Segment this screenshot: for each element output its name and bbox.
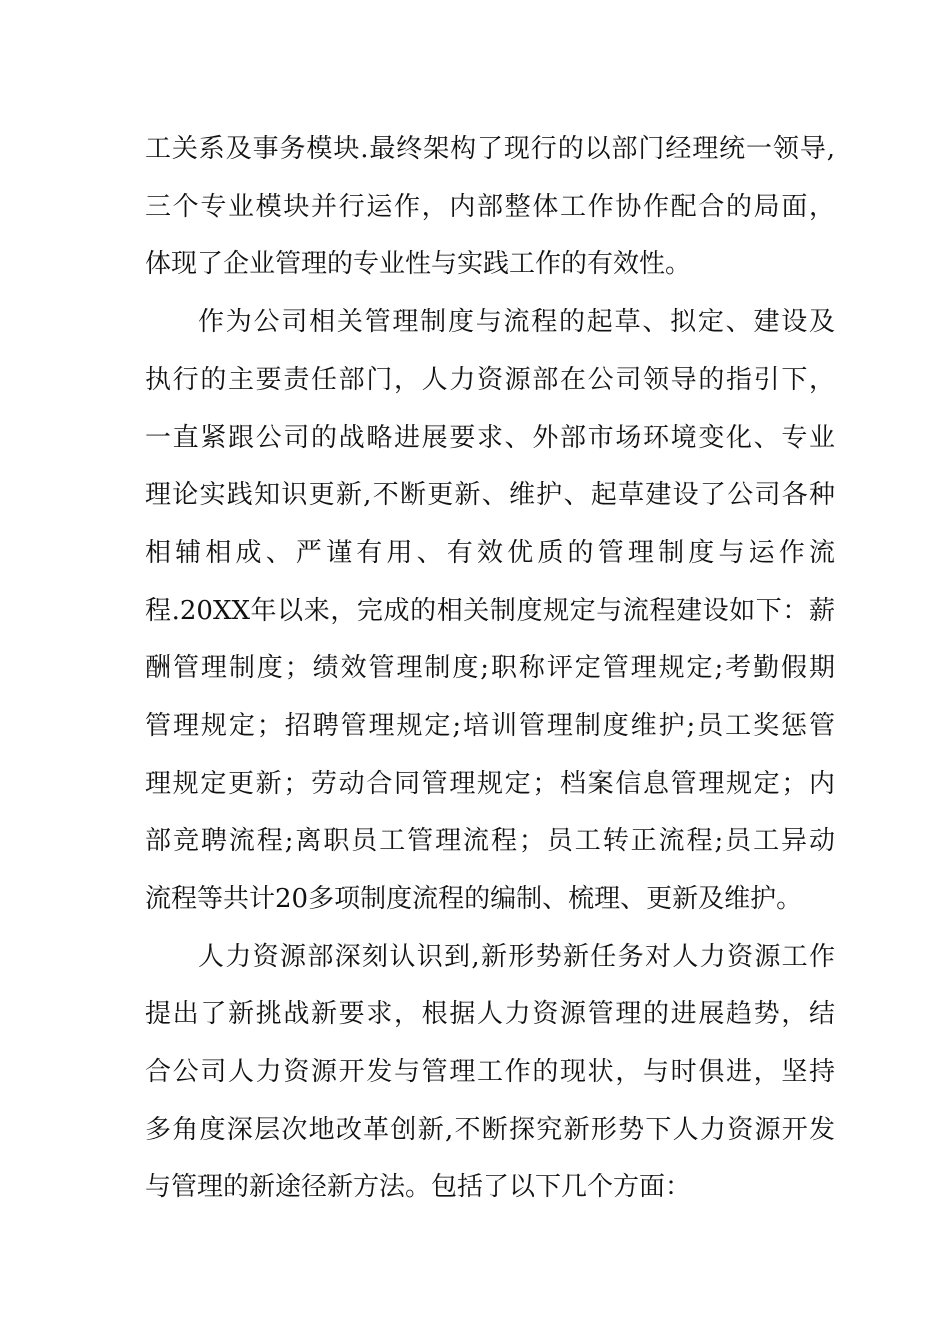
- paragraph-line: 工关系及事务模块.最终架构了现行的以部门经理统一领导,: [145, 134, 835, 164]
- paragraph-line: 作为公司相关管理制度与流程的起草、拟定、建设及: [198, 307, 835, 337]
- paragraph-line: 程.20XX年以来，完成的相关制度规定与流程建设如下：薪: [145, 596, 835, 626]
- paragraph-line: 执行的主要责任部门，人力资源部在公司领导的指引下，: [145, 365, 835, 395]
- paragraph-line: 三个专业模块并行运作，内部整体工作协作配合的局面，: [145, 192, 835, 222]
- paragraph-line: 理论实践知识更新,不断更新、维护、起草建设了公司各种: [145, 480, 835, 510]
- paragraph-line: 部竞聘流程;离职员工管理流程；员工转正流程;员工异动: [145, 826, 835, 856]
- paragraph-line: 多角度深层次地改革创新,不断探究新形势下人力资源开发: [145, 1115, 835, 1145]
- paragraph-line: 体现了企业管理的专业性与实践工作的有效性。: [145, 249, 692, 279]
- paragraph-line: 人力资源部深刻认识到,新形势新任务对人力资源工作: [198, 942, 835, 972]
- paragraph-line: 合公司人力资源开发与管理工作的现状，与时俱进，坚持: [145, 1057, 835, 1087]
- paragraph-line: 酬管理制度；绩效管理制度;职称评定管理规定;考勤假期: [145, 653, 835, 683]
- paragraph-line: 相辅相成、严谨有用、有效优质的管理制度与运作流: [145, 538, 835, 568]
- paragraph-line: 流程等共计20多项制度流程的编制、梳理、更新及维护。: [145, 884, 803, 914]
- paragraph-line: 一直紧跟公司的战略进展要求、外部市场环境变化、专业: [145, 423, 835, 453]
- paragraph-line: 提出了新挑战新要求，根据人力资源管理的进展趋势，结: [145, 999, 835, 1029]
- paragraph-line: 与管理的新途径新方法。包括了以下几个方面：: [145, 1172, 692, 1202]
- paragraph-line: 管理规定；招聘管理规定;培训管理制度维护;员工奖惩管: [145, 711, 835, 741]
- paragraph-line: 理规定更新；劳动合同管理规定；档案信息管理规定；内: [145, 769, 835, 799]
